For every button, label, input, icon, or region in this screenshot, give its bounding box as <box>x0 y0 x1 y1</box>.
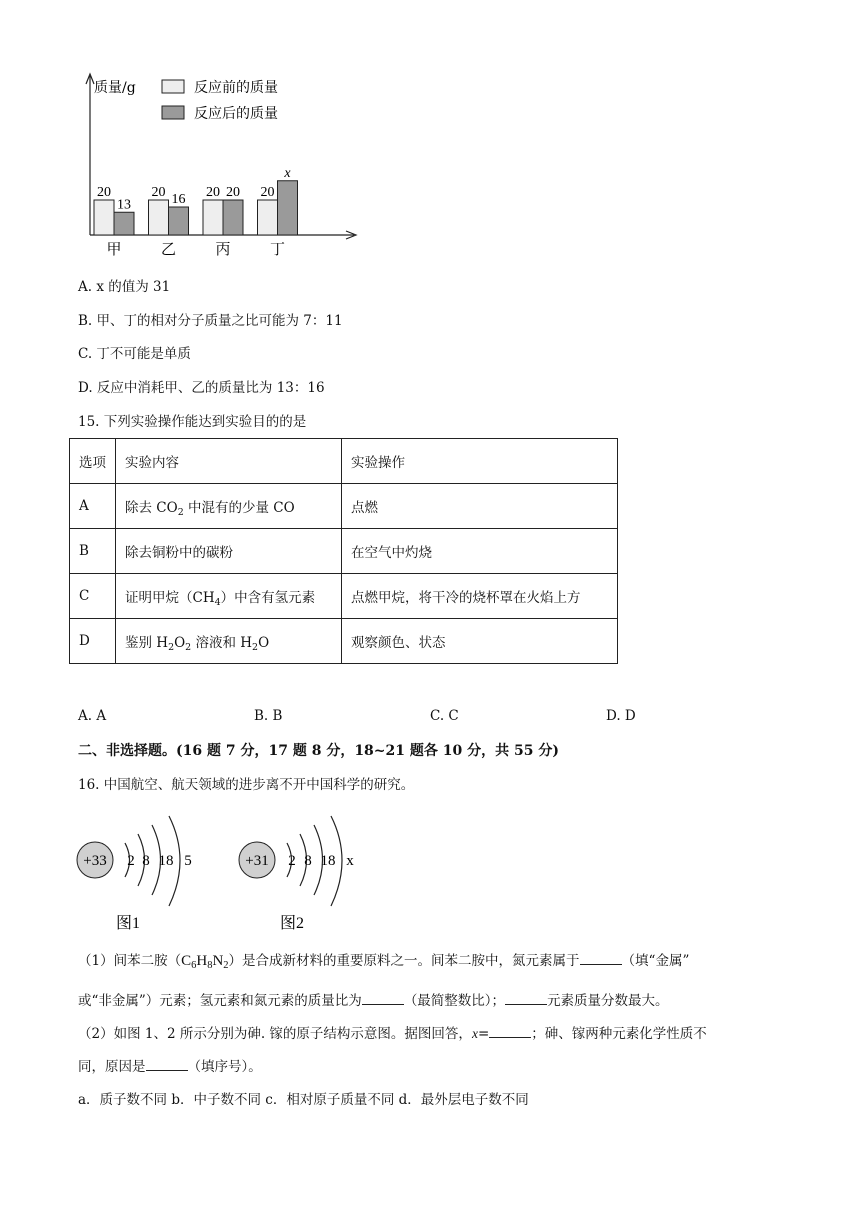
mass-bar-chart <box>72 66 372 256</box>
bar <box>223 200 243 235</box>
shell-count: 8 <box>304 853 312 869</box>
shell-count: 8 <box>142 853 150 869</box>
row-operation: 在空气中灼烧 <box>342 529 618 574</box>
legend-label: 反应前的质量 <box>194 80 278 96</box>
bar-value-label: 20 <box>226 185 240 200</box>
q16-stem: 16. 中国航空、航天领域的进步离不开中国科学的研究。 <box>78 777 415 793</box>
shell-count: 2 <box>288 853 296 869</box>
row-content: 除去铜粉中的碳粉 <box>116 529 342 574</box>
row-option: B <box>70 529 116 574</box>
row-option: A <box>70 484 116 529</box>
row-content: 鉴别 $H_2O_2$ 溶液和 $H_2O$ <box>116 619 342 664</box>
header-operation: 实验操作 <box>342 439 618 484</box>
atom-structure-diagrams <box>76 806 376 936</box>
q15-choice-c: C. C <box>430 708 459 724</box>
figure-caption: 图1 <box>115 915 141 932</box>
legend-swatch <box>162 80 184 93</box>
bar-value-label: 16 <box>171 192 186 207</box>
x-tick-label: 甲 <box>106 240 122 256</box>
chart-legend <box>162 80 278 122</box>
table-row <box>70 529 618 574</box>
x-tick-label: 丙 <box>215 240 231 256</box>
table-row <box>70 619 618 664</box>
bar <box>149 200 169 235</box>
atom-arsenic <box>77 816 192 932</box>
table-row <box>70 574 618 619</box>
y-axis-label: 质量/g <box>94 80 136 96</box>
answer-blank <box>580 951 622 965</box>
q16-part2-line1: （2）如图 1、2 所示分别为砷. 镓的原子结构示意图。据图回答，x= ；砷、镓两种元素化学性质不 <box>78 1026 707 1042</box>
bar-value-label: 20 <box>260 185 275 200</box>
bar-value-label: 13 <box>117 197 131 213</box>
q16-part2-choices: a．质子数不同 b．中子数不同 c．相对原子质量不同 d．最外层电子数不同 <box>78 1092 529 1108</box>
row-option: C <box>70 574 116 619</box>
bar-value-label: x <box>284 165 291 181</box>
legend-label: 反应后的质量 <box>194 106 278 122</box>
bar <box>94 200 114 235</box>
bar-value-label: 20 <box>151 185 166 200</box>
row-content: 除去 $CO_2$ 中混有的少量 CO <box>116 484 342 529</box>
q16-part1-line1: （1）间苯二胺$(C_6H_8N_2)$是合成新材料的重要原料之一。间苯二胺中，氮元素属于 （填“金属” <box>78 953 690 971</box>
q14-option-d: D. 反应中消耗甲、乙的质量比为 13：16 <box>78 380 325 396</box>
table-header-row <box>70 439 618 484</box>
answer-blank <box>362 991 404 1005</box>
legend-swatch <box>162 106 184 119</box>
shell-count: 2 <box>127 853 135 869</box>
bar-value-label: 20 <box>97 185 111 200</box>
q16-part1-line2: 或“非金属”）元素；氢元素和氮元素的质量比为 （最简整数比）； 元素质量分数最大。 <box>78 993 669 1009</box>
nucleus-label: +31 <box>245 853 269 869</box>
shell-count: 18 <box>320 853 336 869</box>
bar-value-label: 20 <box>206 185 220 200</box>
q15-table <box>69 438 618 664</box>
q15-choice-b: B. B <box>254 708 283 724</box>
q15-choice-d: D. D <box>606 708 636 724</box>
bar <box>169 207 189 235</box>
answer-blank <box>146 1057 188 1071</box>
formula-c6h8n2: $C_6H_8N_2$ <box>181 953 229 971</box>
q14-option-c: C. 丁不可能是单质 <box>78 346 191 362</box>
table-row <box>70 484 618 529</box>
figure-caption: 图2 <box>279 915 305 932</box>
header-option: 选项 <box>70 439 116 484</box>
bar <box>258 200 278 235</box>
row-option: D <box>70 619 116 664</box>
answer-blank <box>489 1024 531 1038</box>
atom-gallium <box>239 816 354 932</box>
x-tick-label: 丁 <box>269 240 286 256</box>
section-heading: 二、非选择题。(16 题 7 分，17 题 8 分，18~21 题各 10 分，共 55 分) <box>78 743 559 759</box>
shell-count: 5 <box>184 853 192 869</box>
row-content: 证明甲烷$(CH_4)$中含有氢元素 <box>116 574 342 619</box>
answer-blank <box>505 991 547 1005</box>
row-operation: 点燃 <box>342 484 618 529</box>
q15-stem: 15. 下列实验操作能达到实验目的的是 <box>78 414 307 430</box>
q14-option-b: B. 甲、丁的相对分子质量之比可能为 7：11 <box>78 313 343 329</box>
x-tick-label: 乙 <box>160 240 177 256</box>
bar <box>278 181 298 235</box>
nucleus-label: +33 <box>83 853 107 869</box>
chart-bars <box>94 166 298 256</box>
bar <box>203 200 223 235</box>
row-operation: 点燃甲烷，将干冷的烧杯罩在火焰上方 <box>342 574 618 619</box>
bar <box>114 212 134 235</box>
row-operation: 观察颜色、状态 <box>342 619 618 664</box>
header-content: 实验内容 <box>116 439 342 484</box>
shell-count: x <box>346 853 354 869</box>
q14-option-a: A. x 的值为 31 <box>78 279 171 295</box>
q15-choice-a: A. A <box>78 708 107 724</box>
q16-part2-line2: 同，原因是 （填序号）。 <box>78 1059 262 1075</box>
shell-count: 18 <box>158 853 174 869</box>
